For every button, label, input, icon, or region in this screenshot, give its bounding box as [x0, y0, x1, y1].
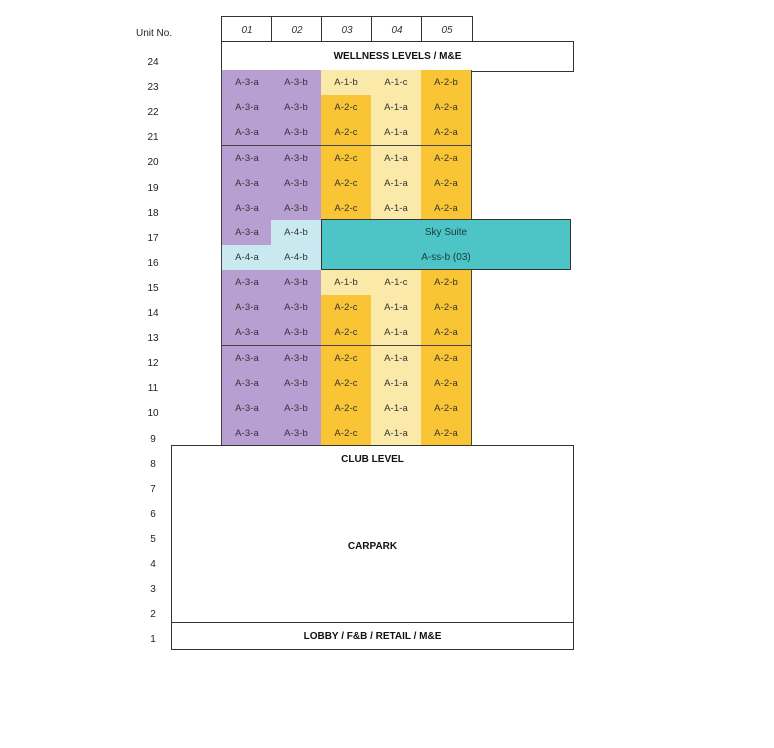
column-header-03: 03	[321, 16, 372, 44]
unit-cell[interactable]: A-4-a	[221, 245, 273, 271]
floor-number: 15	[147, 282, 159, 294]
unit-cell[interactable]: A-3-b	[271, 146, 322, 172]
unit-cell[interactable]: A-3-a	[221, 346, 273, 372]
unit-cell[interactable]: A-3-a	[221, 171, 273, 197]
unit-cell[interactable]: A-1-c	[371, 270, 422, 296]
floor-number: 2	[150, 609, 156, 621]
unit-cell[interactable]: A-2-a	[421, 396, 472, 422]
unit-cell[interactable]: A-3-a	[221, 196, 273, 222]
floor-number: 9	[150, 433, 156, 445]
unit-cell[interactable]: A-1-a	[371, 171, 422, 197]
unit-cell[interactable]: A-1-a	[371, 320, 422, 346]
column-header-02: 02	[271, 16, 322, 44]
floor-number: 18	[147, 207, 159, 219]
carpark-band: CARPARK	[171, 471, 574, 623]
unit-cell[interactable]: A-2-a	[421, 146, 472, 172]
unit-cell[interactable]: A-3-b	[271, 196, 322, 222]
unit-cell[interactable]: A-3-b	[271, 320, 322, 346]
unit-cell[interactable]: A-1-a	[371, 146, 422, 172]
floor-number: 10	[147, 408, 159, 420]
unit-cell[interactable]: A-2-a	[421, 196, 472, 222]
floor-number: 22	[147, 107, 159, 119]
unit-cell[interactable]: A-3-a	[221, 295, 273, 321]
unit-cell[interactable]: A-2-a	[421, 171, 472, 197]
unit-cell[interactable]: A-1-a	[371, 95, 422, 121]
unit-cell[interactable]: A-2-c	[321, 421, 372, 447]
unit-cell[interactable]: A-1-b	[321, 270, 372, 296]
floor-number: 24	[147, 57, 159, 68]
floor-number: 4	[150, 559, 156, 570]
unit-cell[interactable]: A-1-c	[371, 70, 422, 96]
unit-cell[interactable]: A-2-c	[321, 346, 372, 372]
floor-number: 19	[147, 182, 159, 194]
unit-cell[interactable]: A-3-b	[271, 270, 322, 296]
unit-cell[interactable]: A-2-a	[421, 371, 472, 397]
unit-cell[interactable]: A-3-b	[271, 346, 322, 372]
floor-number: 6	[150, 508, 156, 520]
unit-cell[interactable]: A-3-b	[271, 421, 322, 447]
unit-cell[interactable]: A-4-b	[271, 220, 322, 246]
unit-cell[interactable]: A-2-a	[421, 320, 472, 346]
unit-cell[interactable]: A-3-a	[221, 270, 273, 296]
unit-cell[interactable]: A-1-a	[371, 196, 422, 222]
unit-cell[interactable]: A-3-a	[221, 95, 273, 121]
unit-cell[interactable]: A-1-a	[371, 120, 422, 146]
lobby-band: LOBBY / F&B / RETAIL / M&E	[171, 622, 574, 650]
sky-suite-type: A-ss-b (03)	[421, 252, 471, 263]
unit-cell[interactable]: A-1-a	[371, 371, 422, 397]
floor-number: 16	[147, 257, 159, 269]
floor-number: 14	[147, 308, 159, 319]
unit-number-header: Unit No.	[136, 28, 173, 39]
floor-number: 13	[147, 333, 159, 345]
unit-cell[interactable]: A-3-b	[271, 171, 322, 197]
unit-cell[interactable]: A-2-c	[321, 95, 372, 121]
unit-cell[interactable]: A-2-c	[321, 371, 372, 397]
unit-cell[interactable]: A-3-a	[221, 371, 273, 397]
club-level-band: CLUB LEVEL	[171, 445, 574, 473]
sky-suite-name: Sky Suite	[424, 227, 468, 238]
unit-cell[interactable]: A-2-c	[321, 196, 372, 222]
floor-number: 7	[150, 483, 156, 495]
wellness-levels-band: WELLNESS LEVELS / M&E	[221, 41, 574, 72]
unit-cell[interactable]: A-3-b	[271, 371, 322, 397]
unit-cell[interactable]: A-2-c	[321, 295, 372, 321]
unit-cell[interactable]: A-3-a	[221, 396, 273, 422]
unit-cell[interactable]: A-3-a	[221, 320, 273, 346]
unit-cell[interactable]: A-2-c	[321, 396, 372, 422]
unit-cell[interactable]: A-2-c	[321, 320, 372, 346]
unit-cell[interactable]: A-3-a	[221, 146, 273, 172]
unit-cell[interactable]: A-2-b	[421, 70, 472, 96]
floor-number: 21	[147, 132, 159, 144]
floor-number: 23	[147, 82, 159, 94]
floor-number: 3	[150, 584, 156, 596]
unit-cell[interactable]: A-3-a	[221, 70, 273, 96]
unit-cell[interactable]: A-1-a	[371, 295, 422, 321]
unit-cell[interactable]: A-2-a	[421, 95, 472, 121]
floor-number: 20	[147, 157, 159, 169]
floor-number: 12	[147, 358, 159, 370]
unit-cell[interactable]: A-2-a	[421, 346, 472, 372]
unit-cell[interactable]: A-3-b	[271, 396, 322, 422]
unit-cell[interactable]: A-2-b	[421, 270, 472, 296]
floor-number: 5	[150, 533, 156, 545]
unit-cell[interactable]: A-3-b	[271, 70, 322, 96]
unit-cell[interactable]: A-4-b	[271, 245, 322, 271]
unit-cell[interactable]: A-2-c	[321, 120, 372, 146]
unit-cell[interactable]: A-1-b	[321, 70, 372, 96]
sky-suite-block[interactable]	[321, 219, 571, 270]
unit-cell[interactable]: A-1-a	[371, 396, 422, 422]
unit-cell[interactable]: A-3-b	[271, 95, 322, 121]
unit-cell[interactable]: A-3-a	[221, 220, 273, 246]
unit-cell[interactable]: A-3-b	[271, 295, 322, 321]
column-header-05: 05	[421, 16, 473, 44]
unit-cell[interactable]: A-2-c	[321, 146, 372, 172]
floor-number: 8	[150, 458, 156, 470]
column-header-04: 04	[371, 16, 422, 44]
unit-cell[interactable]: A-2-a	[421, 421, 472, 447]
unit-cell[interactable]: A-1-a	[371, 421, 422, 447]
unit-cell[interactable]: A-3-a	[221, 421, 273, 447]
unit-cell[interactable]: A-3-a	[221, 120, 273, 146]
floor-number: 11	[147, 383, 159, 395]
column-header-01: 01	[221, 16, 272, 44]
unit-cell[interactable]: A-2-c	[321, 171, 372, 197]
floor-number: 17	[147, 232, 159, 244]
floor-number: 1	[150, 634, 156, 646]
unit-cell[interactable]: A-3-b	[271, 120, 322, 146]
unit-cell[interactable]: A-2-a	[421, 120, 472, 146]
unit-cell[interactable]: A-1-a	[371, 346, 422, 372]
unit-cell[interactable]: A-2-a	[421, 295, 472, 321]
